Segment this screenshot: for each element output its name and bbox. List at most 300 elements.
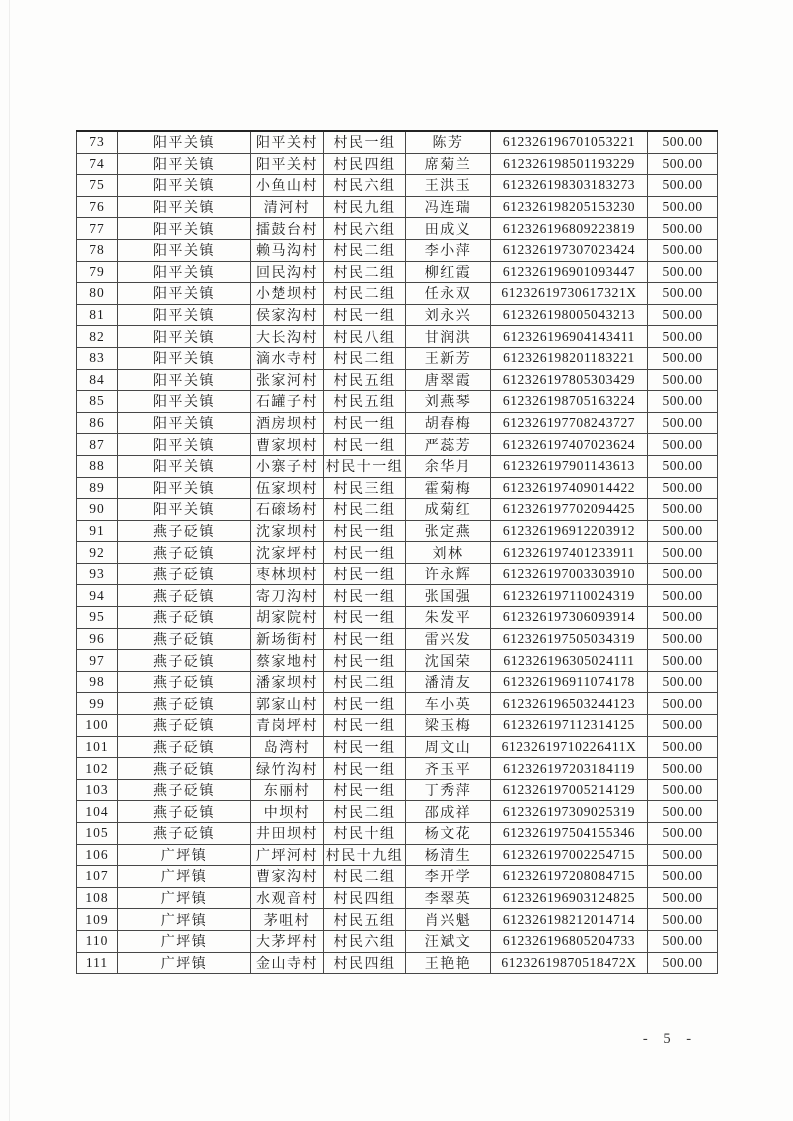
id-number-cell: 612326196503244123 (491, 693, 648, 715)
table-row (77, 866, 718, 888)
row-number-cell: 105 (77, 823, 118, 845)
town-cell: 阳平关镇 (118, 455, 251, 477)
table-row (77, 779, 718, 801)
id-number-cell: 612326197505034319 (491, 628, 648, 650)
village-cell: 小寨子村 (251, 455, 324, 477)
id-number-cell: 612326197307023424 (491, 239, 648, 261)
amount-cell: 500.00 (648, 434, 718, 456)
village-cell: 酒房坝村 (251, 412, 324, 434)
row-number-cell: 77 (77, 218, 118, 240)
subsidy-roster-table (76, 130, 718, 974)
name-cell: 杨文花 (406, 823, 491, 845)
row-number-cell: 98 (77, 671, 118, 693)
village-cell: 茅咀村 (251, 909, 324, 931)
table-row (77, 369, 718, 391)
name-cell: 张定燕 (406, 520, 491, 542)
amount-cell: 500.00 (648, 455, 718, 477)
village-cell: 张家河村 (251, 369, 324, 391)
village-cell: 曹家坝村 (251, 434, 324, 456)
village-cell: 岛湾村 (251, 736, 324, 758)
row-number-cell: 111 (77, 952, 118, 974)
village-cell: 胡家院村 (251, 607, 324, 629)
row-number-cell: 79 (77, 261, 118, 283)
name-cell: 刘燕琴 (406, 391, 491, 413)
amount-cell: 500.00 (648, 283, 718, 305)
amount-cell: 500.00 (648, 326, 718, 348)
row-number-cell: 76 (77, 196, 118, 218)
group-cell: 村民五组 (324, 391, 406, 413)
table-row (77, 283, 718, 305)
id-number-cell: 612326197901143613 (491, 455, 648, 477)
row-number-cell: 99 (77, 693, 118, 715)
row-number-cell: 87 (77, 434, 118, 456)
group-cell: 村民五组 (324, 369, 406, 391)
row-number-cell: 109 (77, 909, 118, 931)
name-cell: 陈芳 (406, 131, 491, 153)
group-cell: 村民五组 (324, 909, 406, 931)
row-number-cell: 83 (77, 347, 118, 369)
town-cell: 阳平关镇 (118, 153, 251, 175)
amount-cell: 500.00 (648, 909, 718, 931)
table-row (77, 391, 718, 413)
name-cell: 许永辉 (406, 563, 491, 585)
village-cell: 青岗坪村 (251, 715, 324, 737)
id-number-cell: 612326198212014714 (491, 909, 648, 931)
id-number-cell: 612326196912203912 (491, 520, 648, 542)
group-cell: 村民一组 (324, 434, 406, 456)
village-cell: 广坪河村 (251, 844, 324, 866)
name-cell: 王洪玉 (406, 175, 491, 197)
table-row (77, 455, 718, 477)
amount-cell: 500.00 (648, 391, 718, 413)
id-number-cell: 612326196904143411 (491, 326, 648, 348)
row-number-cell: 82 (77, 326, 118, 348)
row-number-cell: 91 (77, 520, 118, 542)
town-cell: 阳平关镇 (118, 196, 251, 218)
town-cell: 广坪镇 (118, 909, 251, 931)
village-cell: 阳平关村 (251, 153, 324, 175)
town-cell: 阳平关镇 (118, 412, 251, 434)
town-cell: 阳平关镇 (118, 347, 251, 369)
name-cell: 汪斌文 (406, 930, 491, 952)
village-cell: 滴水寺村 (251, 347, 324, 369)
village-cell: 曹家沟村 (251, 866, 324, 888)
name-cell: 田成义 (406, 218, 491, 240)
group-cell: 村民二组 (324, 283, 406, 305)
amount-cell: 500.00 (648, 671, 718, 693)
row-number-cell: 89 (77, 477, 118, 499)
group-cell: 村民一组 (324, 412, 406, 434)
town-cell: 燕子砭镇 (118, 607, 251, 629)
town-cell: 阳平关镇 (118, 175, 251, 197)
amount-cell: 500.00 (648, 628, 718, 650)
town-cell: 广坪镇 (118, 844, 251, 866)
row-number-cell: 88 (77, 455, 118, 477)
group-cell: 村民一组 (324, 563, 406, 585)
village-cell: 石罐子村 (251, 391, 324, 413)
table-row (77, 715, 718, 737)
scan-edge-shadow (9, 0, 10, 1121)
id-number-cell: 612326197805303429 (491, 369, 648, 391)
amount-cell: 500.00 (648, 499, 718, 521)
town-cell: 燕子砭镇 (118, 671, 251, 693)
row-number-cell: 104 (77, 801, 118, 823)
table-row (77, 347, 718, 369)
id-number-cell: 612326197112314125 (491, 715, 648, 737)
village-cell: 沈家坪村 (251, 542, 324, 564)
id-number-cell: 612326198303183273 (491, 175, 648, 197)
group-cell: 村民一组 (324, 715, 406, 737)
amount-cell: 500.00 (648, 153, 718, 175)
id-number-cell: 612326198205153230 (491, 196, 648, 218)
group-cell: 村民二组 (324, 239, 406, 261)
village-cell: 东丽村 (251, 779, 324, 801)
table-row (77, 477, 718, 499)
row-number-cell: 110 (77, 930, 118, 952)
village-cell: 沈家坝村 (251, 520, 324, 542)
id-number-cell: 61232619730617321X (491, 283, 648, 305)
name-cell: 肖兴魁 (406, 909, 491, 931)
table-row (77, 542, 718, 564)
group-cell: 村民十组 (324, 823, 406, 845)
town-cell: 阳平关镇 (118, 434, 251, 456)
amount-cell: 500.00 (648, 175, 718, 197)
id-number-cell: 612326197005214129 (491, 779, 648, 801)
name-cell: 王艳艳 (406, 952, 491, 974)
table-row (77, 218, 718, 240)
town-cell: 燕子砭镇 (118, 563, 251, 585)
group-cell: 村民九组 (324, 196, 406, 218)
group-cell: 村民一组 (324, 628, 406, 650)
id-number-cell: 61232619710226411X (491, 736, 648, 758)
amount-cell: 500.00 (648, 218, 718, 240)
town-cell: 阳平关镇 (118, 499, 251, 521)
group-cell: 村民二组 (324, 499, 406, 521)
row-number-cell: 90 (77, 499, 118, 521)
group-cell: 村民六组 (324, 175, 406, 197)
town-cell: 阳平关镇 (118, 369, 251, 391)
amount-cell: 500.00 (648, 823, 718, 845)
group-cell: 村民一组 (324, 542, 406, 564)
id-number-cell: 612326197309025319 (491, 801, 648, 823)
table-row (77, 671, 718, 693)
village-cell: 新场街村 (251, 628, 324, 650)
name-cell: 邵成祥 (406, 801, 491, 823)
amount-cell: 500.00 (648, 844, 718, 866)
group-cell: 村民二组 (324, 261, 406, 283)
row-number-cell: 74 (77, 153, 118, 175)
table-row (77, 499, 718, 521)
village-cell: 中坝村 (251, 801, 324, 823)
id-number-cell: 612326198705163224 (491, 391, 648, 413)
id-number-cell: 612326197504155346 (491, 823, 648, 845)
table-row (77, 239, 718, 261)
table-row (77, 585, 718, 607)
amount-cell: 500.00 (648, 758, 718, 780)
table-row (77, 196, 718, 218)
group-cell: 村民一组 (324, 607, 406, 629)
village-cell: 潘家坝村 (251, 671, 324, 693)
id-number-cell: 612326197702094425 (491, 499, 648, 521)
name-cell: 齐玉平 (406, 758, 491, 780)
village-cell: 清河村 (251, 196, 324, 218)
name-cell: 刘永兴 (406, 304, 491, 326)
village-cell: 石磙场村 (251, 499, 324, 521)
row-number-cell: 93 (77, 563, 118, 585)
group-cell: 村民二组 (324, 801, 406, 823)
row-number-cell: 85 (77, 391, 118, 413)
village-cell: 寄刀沟村 (251, 585, 324, 607)
amount-cell: 500.00 (648, 239, 718, 261)
id-number-cell: 612326197409014422 (491, 477, 648, 499)
group-cell: 村民一组 (324, 585, 406, 607)
group-cell: 村民四组 (324, 952, 406, 974)
amount-cell: 500.00 (648, 563, 718, 585)
row-number-cell: 102 (77, 758, 118, 780)
town-cell: 阳平关镇 (118, 477, 251, 499)
name-cell: 杨清生 (406, 844, 491, 866)
village-cell: 蔡家地村 (251, 650, 324, 672)
amount-cell: 500.00 (648, 693, 718, 715)
table-row (77, 952, 718, 974)
table-row (77, 887, 718, 909)
row-number-cell: 94 (77, 585, 118, 607)
name-cell: 沈国荣 (406, 650, 491, 672)
village-cell: 水观音村 (251, 887, 324, 909)
row-number-cell: 80 (77, 283, 118, 305)
amount-cell: 500.00 (648, 779, 718, 801)
village-cell: 郭家山村 (251, 693, 324, 715)
town-cell: 燕子砭镇 (118, 520, 251, 542)
amount-cell: 500.00 (648, 607, 718, 629)
group-cell: 村民十一组 (324, 455, 406, 477)
amount-cell: 500.00 (648, 304, 718, 326)
table-row (77, 823, 718, 845)
group-cell: 村民六组 (324, 218, 406, 240)
row-number-cell: 100 (77, 715, 118, 737)
group-cell: 村民二组 (324, 347, 406, 369)
town-cell: 阳平关镇 (118, 391, 251, 413)
group-cell: 村民一组 (324, 736, 406, 758)
id-number-cell: 612326198501193229 (491, 153, 648, 175)
amount-cell: 500.00 (648, 887, 718, 909)
group-cell: 村民八组 (324, 326, 406, 348)
town-cell: 燕子砭镇 (118, 823, 251, 845)
town-cell: 广坪镇 (118, 887, 251, 909)
group-cell: 村民四组 (324, 887, 406, 909)
village-cell: 大茅坪村 (251, 930, 324, 952)
town-cell: 广坪镇 (118, 866, 251, 888)
row-number-cell: 97 (77, 650, 118, 672)
amount-cell: 500.00 (648, 585, 718, 607)
amount-cell: 500.00 (648, 347, 718, 369)
town-cell: 广坪镇 (118, 952, 251, 974)
amount-cell: 500.00 (648, 801, 718, 823)
name-cell: 甘润洪 (406, 326, 491, 348)
name-cell: 车小英 (406, 693, 491, 715)
amount-cell: 500.00 (648, 715, 718, 737)
id-number-cell: 612326197407023624 (491, 434, 648, 456)
name-cell: 刘林 (406, 542, 491, 564)
village-cell: 赖马沟村 (251, 239, 324, 261)
row-number-cell: 108 (77, 887, 118, 909)
name-cell: 柳红霞 (406, 261, 491, 283)
row-number-cell: 92 (77, 542, 118, 564)
group-cell: 村民一组 (324, 131, 406, 153)
group-cell: 村民六组 (324, 930, 406, 952)
group-cell: 村民一组 (324, 304, 406, 326)
name-cell: 霍菊梅 (406, 477, 491, 499)
name-cell: 任永双 (406, 283, 491, 305)
name-cell: 胡春梅 (406, 412, 491, 434)
amount-cell: 500.00 (648, 650, 718, 672)
row-number-cell: 81 (77, 304, 118, 326)
table-row (77, 628, 718, 650)
name-cell: 潘清友 (406, 671, 491, 693)
row-number-cell: 107 (77, 866, 118, 888)
amount-cell: 500.00 (648, 866, 718, 888)
amount-cell: 500.00 (648, 477, 718, 499)
table-row (77, 801, 718, 823)
table-row (77, 326, 718, 348)
group-cell: 村民四组 (324, 153, 406, 175)
name-cell: 李开学 (406, 866, 491, 888)
town-cell: 阳平关镇 (118, 304, 251, 326)
table-row (77, 520, 718, 542)
town-cell: 燕子砭镇 (118, 758, 251, 780)
table-row (77, 844, 718, 866)
row-number-cell: 73 (77, 131, 118, 153)
id-number-cell: 612326196305024111 (491, 650, 648, 672)
row-number-cell: 75 (77, 175, 118, 197)
id-number-cell: 612326197002254715 (491, 844, 648, 866)
id-number-cell: 612326196903124825 (491, 887, 648, 909)
id-number-cell: 612326196805204733 (491, 930, 648, 952)
group-cell: 村民十九组 (324, 844, 406, 866)
group-cell: 村民二组 (324, 866, 406, 888)
name-cell: 王新芳 (406, 347, 491, 369)
table-row (77, 261, 718, 283)
town-cell: 燕子砭镇 (118, 585, 251, 607)
group-cell: 村民三组 (324, 477, 406, 499)
name-cell: 冯连瑞 (406, 196, 491, 218)
table-row (77, 563, 718, 585)
row-number-cell: 95 (77, 607, 118, 629)
id-number-cell: 612326197003303910 (491, 563, 648, 585)
name-cell: 梁玉梅 (406, 715, 491, 737)
amount-cell: 500.00 (648, 736, 718, 758)
id-number-cell: 612326198005043213 (491, 304, 648, 326)
town-cell: 阳平关镇 (118, 218, 251, 240)
table-row (77, 607, 718, 629)
table-row (77, 131, 718, 153)
town-cell: 阳平关镇 (118, 239, 251, 261)
id-number-cell: 61232619870518472X (491, 952, 648, 974)
group-cell: 村民二组 (324, 671, 406, 693)
amount-cell: 500.00 (648, 131, 718, 153)
row-number-cell: 101 (77, 736, 118, 758)
page-number: - 5 - (642, 1031, 698, 1047)
table-row (77, 930, 718, 952)
group-cell: 村民一组 (324, 520, 406, 542)
town-cell: 阳平关镇 (118, 326, 251, 348)
table-row (77, 412, 718, 434)
group-cell: 村民一组 (324, 693, 406, 715)
name-cell: 周文山 (406, 736, 491, 758)
town-cell: 阳平关镇 (118, 261, 251, 283)
town-cell: 燕子砭镇 (118, 542, 251, 564)
amount-cell: 500.00 (648, 930, 718, 952)
group-cell: 村民一组 (324, 758, 406, 780)
table-body (77, 131, 718, 974)
town-cell: 燕子砭镇 (118, 628, 251, 650)
village-cell: 阳平关村 (251, 131, 324, 153)
table-row (77, 153, 718, 175)
village-cell: 侯家沟村 (251, 304, 324, 326)
name-cell: 席菊兰 (406, 153, 491, 175)
row-number-cell: 96 (77, 628, 118, 650)
town-cell: 燕子砭镇 (118, 715, 251, 737)
name-cell: 丁秀萍 (406, 779, 491, 801)
amount-cell: 500.00 (648, 520, 718, 542)
amount-cell: 500.00 (648, 261, 718, 283)
table-row (77, 304, 718, 326)
village-cell: 大长沟村 (251, 326, 324, 348)
town-cell: 阳平关镇 (118, 131, 251, 153)
group-cell: 村民一组 (324, 650, 406, 672)
row-number-cell: 78 (77, 239, 118, 261)
town-cell: 燕子砭镇 (118, 650, 251, 672)
town-cell: 燕子砭镇 (118, 736, 251, 758)
village-cell: 金山寺村 (251, 952, 324, 974)
village-cell: 井田坝村 (251, 823, 324, 845)
amount-cell: 500.00 (648, 412, 718, 434)
table-row (77, 736, 718, 758)
village-cell: 小楚坝村 (251, 283, 324, 305)
amount-cell: 500.00 (648, 196, 718, 218)
id-number-cell: 612326197401233911 (491, 542, 648, 564)
village-cell: 伍家坝村 (251, 477, 324, 499)
id-number-cell: 612326197208084715 (491, 866, 648, 888)
table-row (77, 434, 718, 456)
id-number-cell: 612326196911074178 (491, 671, 648, 693)
id-number-cell: 612326197203184119 (491, 758, 648, 780)
village-cell: 枣林坝村 (251, 563, 324, 585)
amount-cell: 500.00 (648, 952, 718, 974)
id-number-cell: 612326197110024319 (491, 585, 648, 607)
table-row (77, 909, 718, 931)
table-row (77, 693, 718, 715)
table-row (77, 758, 718, 780)
group-cell: 村民一组 (324, 779, 406, 801)
town-cell: 燕子砭镇 (118, 779, 251, 801)
village-cell: 回民沟村 (251, 261, 324, 283)
name-cell: 朱发平 (406, 607, 491, 629)
name-cell: 严蕊芳 (406, 434, 491, 456)
name-cell: 成菊红 (406, 499, 491, 521)
table-row (77, 175, 718, 197)
name-cell: 张国强 (406, 585, 491, 607)
row-number-cell: 103 (77, 779, 118, 801)
id-number-cell: 612326196701053221 (491, 131, 648, 153)
row-number-cell: 86 (77, 412, 118, 434)
town-cell: 阳平关镇 (118, 283, 251, 305)
name-cell: 余华月 (406, 455, 491, 477)
row-number-cell: 106 (77, 844, 118, 866)
town-cell: 燕子砭镇 (118, 801, 251, 823)
id-number-cell: 612326197708243727 (491, 412, 648, 434)
id-number-cell: 612326196901093447 (491, 261, 648, 283)
